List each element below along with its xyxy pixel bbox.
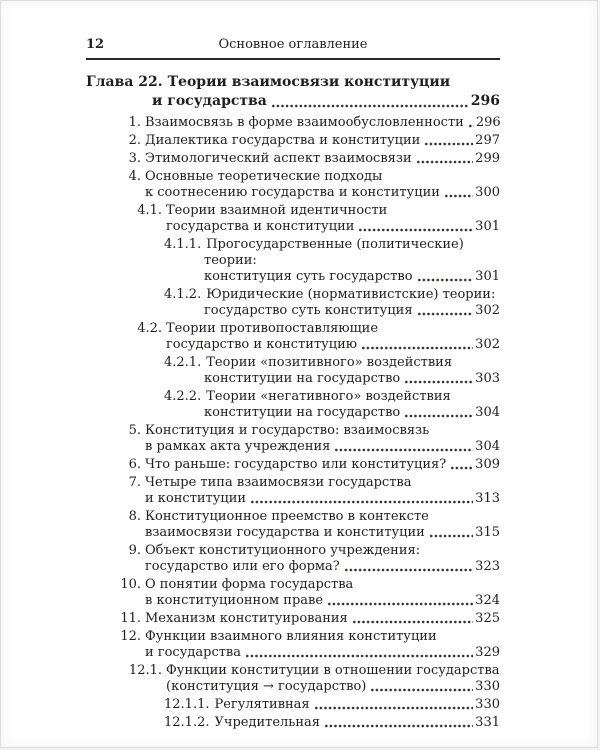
- toc-entry: [86, 389, 500, 421]
- entry-page-ref: 300: [475, 185, 500, 200]
- dot-leader: [334, 439, 473, 455]
- dot-leader: [416, 151, 474, 167]
- entry-line: [128, 169, 500, 185]
- entry-text: Прогосударственные (политические) теории:: [204, 237, 464, 268]
- dot-leader: [314, 697, 474, 713]
- entry-page-ref: 296: [475, 115, 501, 130]
- entry-last-line: [145, 525, 500, 541]
- entry-number: 12.1.1.: [164, 697, 210, 712]
- dot-leader: [370, 679, 473, 695]
- entry-last-line: [145, 439, 500, 455]
- running-title: Основное оглавление: [218, 37, 368, 52]
- toc-entry: [86, 715, 500, 731]
- toc-entry: [86, 321, 500, 353]
- entry-number: 11.: [120, 611, 141, 626]
- entry-line: [137, 203, 500, 219]
- toc-entry: [86, 133, 500, 149]
- entry-text: государство и конституцию: [166, 337, 358, 352]
- entry-text: в конституционном праве: [145, 593, 324, 608]
- entry-last-line: [166, 679, 500, 695]
- toc-entry: [86, 115, 500, 131]
- dot-leader: [250, 491, 473, 507]
- entry-number: 5.: [128, 423, 141, 438]
- page-number: 12: [86, 37, 105, 52]
- entry-text: к соотнесению государства и конституции: [145, 185, 440, 200]
- dot-leader: [417, 303, 474, 319]
- chapter-title: Теории взаимосвязи конституции: [167, 74, 451, 90]
- toc-entry: [86, 151, 500, 167]
- toc-entry: [86, 169, 500, 201]
- entry-text: Теории «позитивного» воздействия: [206, 355, 453, 370]
- dot-leader: [361, 337, 473, 353]
- entry-text: Механизм конституирования: [145, 611, 348, 626]
- entry-last-line: [145, 593, 500, 609]
- entry-text: Регулятивная: [214, 697, 310, 712]
- entry-number: 8.: [128, 509, 141, 524]
- entry-number: 4.1.2.: [164, 287, 202, 302]
- entry-text: Конституция и государство: взаимосвязь: [145, 423, 430, 438]
- chapter-first-line: [86, 73, 500, 92]
- entry-last-line: [145, 491, 500, 507]
- dot-leader: [417, 269, 474, 285]
- dot-leader: [404, 371, 473, 387]
- entry-number: 2.: [128, 133, 141, 148]
- toc-entry: [86, 475, 500, 507]
- toc-entry: [86, 577, 500, 609]
- entry-text: Функции конституции в отношении государства: [166, 663, 500, 678]
- entry-page-ref: 309: [475, 457, 500, 472]
- entry-text: и государства: [145, 645, 241, 660]
- entry-text: Юридические (нормативистские) теории:: [206, 287, 496, 302]
- entry-line: [128, 543, 500, 559]
- dot-leader: [468, 115, 474, 131]
- dot-leader: [344, 559, 473, 575]
- dot-leader: [444, 185, 473, 201]
- toc-entry: [86, 697, 500, 713]
- entry-last-line: [128, 115, 501, 131]
- entry-number: 4.2.: [137, 321, 162, 336]
- toc-entry: [86, 237, 500, 285]
- entry-page-ref: 302: [475, 303, 500, 318]
- entry-text: (конституция → государство): [166, 679, 367, 694]
- entry-number: 4.1.1.: [164, 237, 202, 252]
- toc-entry: [86, 355, 500, 387]
- entry-text: Этимологический аспект взаимосвязи: [145, 151, 412, 166]
- entry-page-ref: 302: [475, 337, 500, 352]
- entry-text: конституции на государство: [204, 405, 401, 420]
- entry-page-ref: 301: [475, 219, 500, 234]
- entry-text: в рамках акта учреждения: [145, 439, 331, 454]
- entry-text: Основные теоретические подходы: [145, 169, 383, 184]
- entry-page-ref: 330: [475, 679, 500, 694]
- chapter-label: Глава 22.: [86, 74, 163, 90]
- entry-number: 9.: [128, 543, 141, 558]
- table-of-contents: [86, 73, 500, 731]
- entry-text: Теории взаимной идентичности: [166, 203, 388, 218]
- entry-last-line: [145, 185, 500, 201]
- entry-last-line: [204, 371, 500, 387]
- dot-leader: [352, 611, 473, 627]
- entry-text: Взаимосвязь в форме взаимообусловленности: [145, 115, 464, 130]
- entry-page-ref: 324: [475, 593, 500, 608]
- entry-text: Функции взаимного влияния конституции: [145, 629, 437, 644]
- entry-text: Четыре типа взаимосвязи государства: [145, 475, 412, 490]
- entry-last-line: [164, 697, 500, 713]
- entry-number: 4.2.2.: [164, 389, 202, 404]
- entry-last-line: [164, 715, 500, 731]
- dot-leader: [271, 92, 469, 111]
- entry-page-ref: 325: [475, 611, 500, 626]
- chapter-title-continued: и государства: [152, 93, 267, 109]
- entry-text: государства и конституции: [166, 219, 355, 234]
- entry-line: [137, 321, 500, 337]
- toc-list: [86, 115, 500, 731]
- toc-entry: [86, 203, 500, 235]
- entry-page-ref: 323: [475, 559, 500, 574]
- toc-entry: [86, 509, 500, 541]
- entry-page-ref: 301: [475, 269, 500, 284]
- entry-text: Диалектика государства и конституции: [145, 133, 421, 148]
- entry-line: [164, 389, 500, 405]
- entry-text: Учредительная: [214, 715, 320, 730]
- running-header: [86, 37, 500, 60]
- entry-number: 3.: [128, 151, 141, 166]
- entry-text: Теории «негативного» воздействия: [206, 389, 451, 404]
- entry-line: [164, 287, 500, 303]
- dot-leader: [358, 219, 473, 235]
- dot-leader: [245, 645, 473, 661]
- entry-last-line: [204, 405, 500, 421]
- entry-text: государство или его форма?: [145, 559, 340, 574]
- entry-line: [120, 577, 500, 593]
- dot-leader: [424, 133, 473, 149]
- dot-leader: [324, 715, 473, 731]
- entry-number: 4.1.: [137, 203, 162, 218]
- entry-page-ref: 297: [475, 133, 500, 148]
- entry-number: 1.: [128, 115, 141, 130]
- entry-line: [128, 663, 500, 679]
- entry-number: 7.: [128, 475, 141, 490]
- toc-entry: [86, 663, 500, 695]
- chapter-last-line: [152, 92, 500, 111]
- entry-number: 4.: [128, 169, 141, 184]
- entry-last-line: [128, 457, 500, 473]
- entry-line: [128, 423, 500, 439]
- entry-number: 4.2.1.: [164, 355, 202, 370]
- toc-entry: [86, 629, 500, 661]
- entry-page-ref: 304: [475, 405, 500, 420]
- entry-page-ref: 313: [475, 491, 500, 506]
- entry-last-line: [166, 337, 500, 353]
- dot-leader: [429, 525, 473, 541]
- entry-number: 12.1.: [128, 663, 162, 678]
- chapter-page-ref: 296: [470, 93, 500, 109]
- entry-number: 6.: [128, 457, 141, 472]
- entry-last-line: [145, 645, 500, 661]
- entry-text: Конституционное преемство в контексте: [145, 509, 429, 524]
- toc-entry: [86, 611, 500, 627]
- entry-number: 10.: [120, 577, 141, 592]
- entry-last-line: [128, 133, 500, 149]
- toc-entry: [86, 457, 500, 473]
- entry-line: [164, 237, 500, 269]
- entry-page-ref: 315: [475, 525, 500, 540]
- dot-leader: [404, 405, 473, 421]
- entry-page-ref: 331: [475, 715, 500, 730]
- chapter-heading: [86, 73, 500, 111]
- entry-number: 12.1.2.: [164, 715, 210, 730]
- entry-text: конституция суть государство: [204, 269, 413, 284]
- entry-text: Что раньше: государство или конституция?: [145, 457, 447, 472]
- entry-last-line: [120, 611, 500, 627]
- dot-leader: [327, 593, 473, 609]
- entry-page-ref: 299: [475, 151, 500, 166]
- entry-last-line: [145, 559, 500, 575]
- entry-text: Объект конституционного учреждения:: [145, 543, 421, 558]
- entry-last-line: [166, 219, 500, 235]
- entry-text: государство суть конституция: [204, 303, 413, 318]
- entry-text: взаимосвязи государства и конституции: [145, 525, 425, 540]
- entry-text: О понятии форма государства: [145, 577, 354, 592]
- dot-leader: [450, 457, 473, 473]
- entry-text: Теории противопоставляющие: [166, 321, 379, 336]
- entry-last-line: [128, 151, 500, 167]
- entry-page-ref: 330: [475, 697, 500, 712]
- entry-line: [120, 629, 500, 645]
- toc-entry: [86, 543, 500, 575]
- entry-text: и конституции: [145, 491, 247, 506]
- entry-line: [164, 355, 500, 371]
- entry-last-line: [204, 303, 500, 319]
- toc-entry: [86, 287, 500, 319]
- entry-page-ref: 303: [475, 371, 500, 386]
- entry-page-ref: 329: [475, 645, 500, 660]
- entry-number: 12.: [120, 629, 141, 644]
- entry-text: конституции на государство: [204, 371, 401, 386]
- entry-last-line: [204, 269, 500, 285]
- entry-line: [128, 475, 500, 491]
- entry-page-ref: 304: [475, 439, 500, 454]
- toc-entry: [86, 423, 500, 455]
- entry-line: [128, 509, 500, 525]
